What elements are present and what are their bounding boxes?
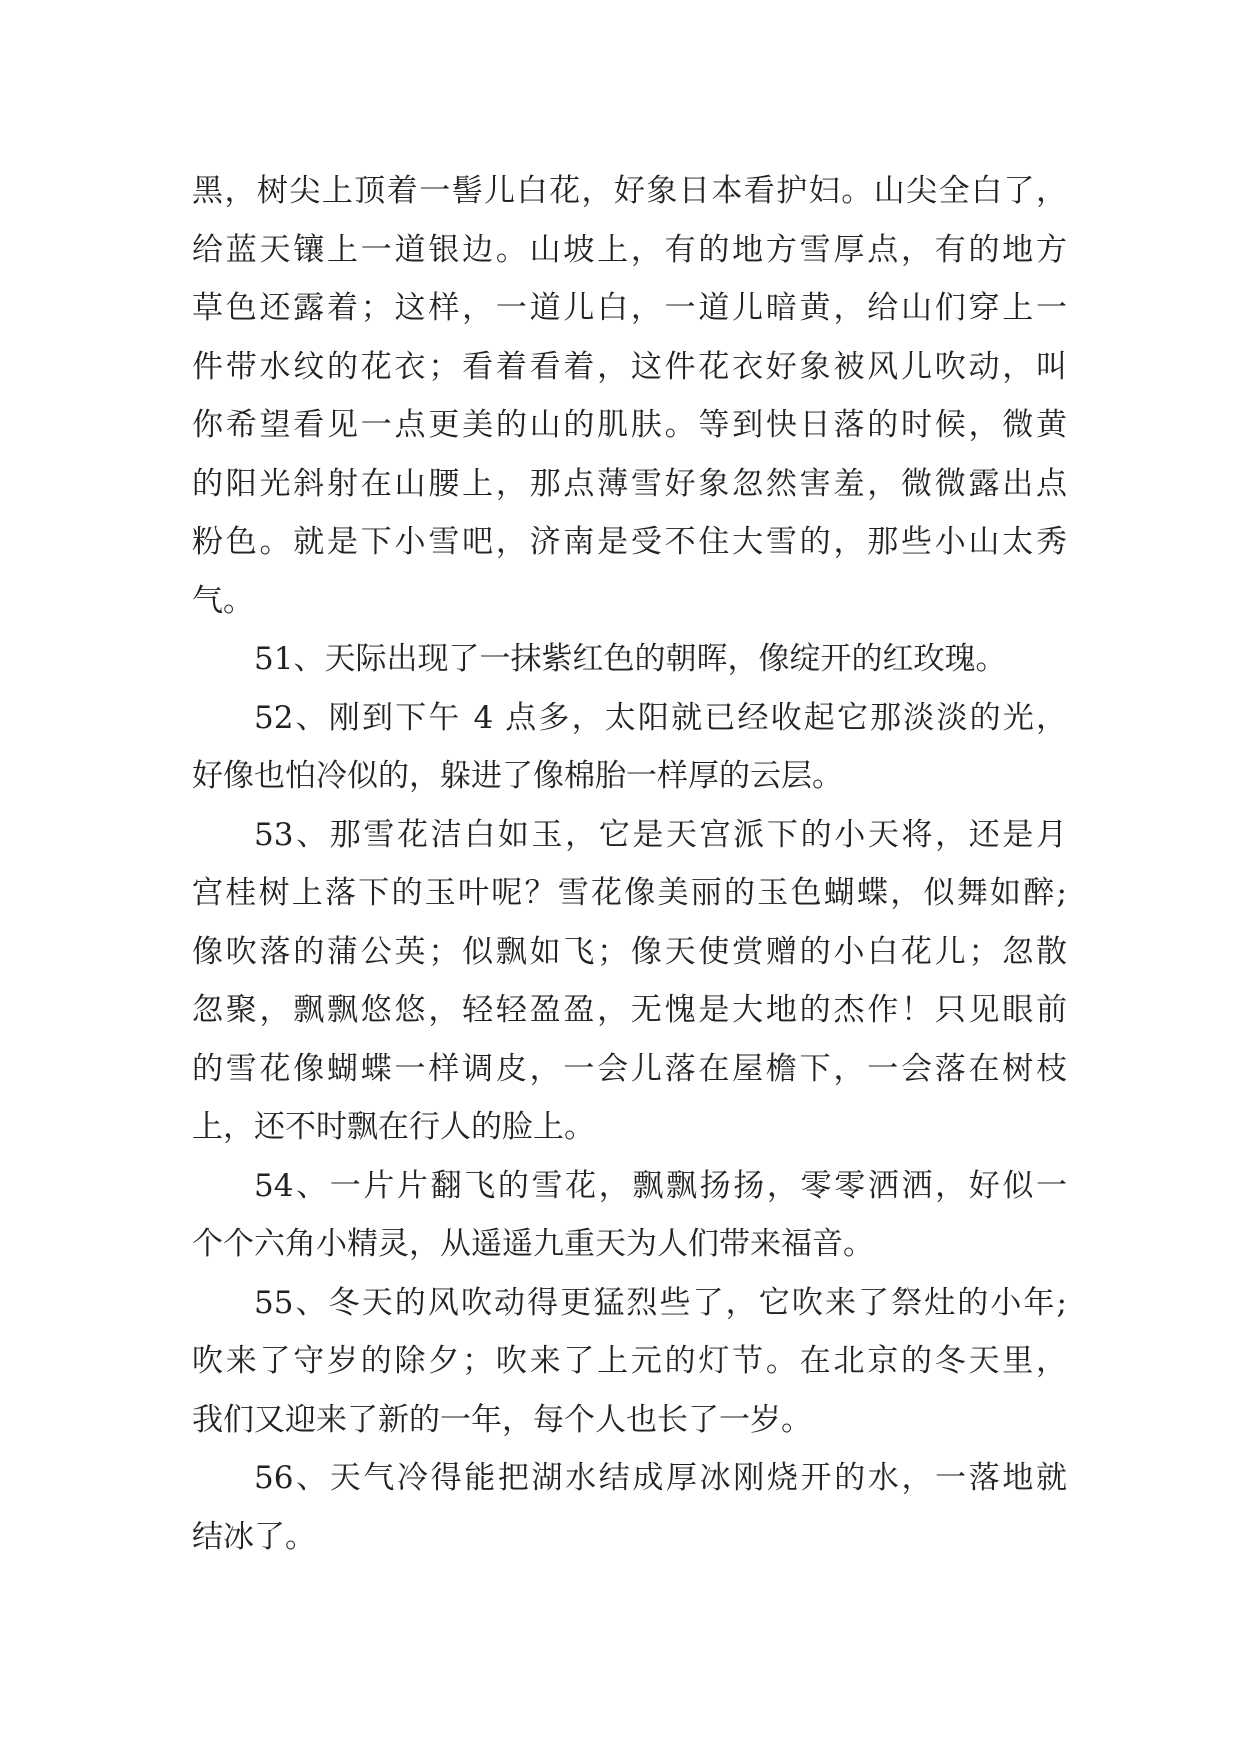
text-line: 像吹落的蒲公英；似飘如飞；像天使赏赠的小白花儿；忽散 [192, 933, 1067, 970]
text-line: 53、那雪花洁白如玉，它是天宫派下的小天将，还是月 [254, 816, 1067, 853]
text-line: 宫桂树上落下的玉叶呢？雪花像美丽的玉色蝴蝶，似舞如醉; [192, 875, 1067, 911]
text-line: 忽聚，飘飘悠悠，轻轻盈盈，无愧是大地的杰作！只见眼前 [192, 992, 1067, 1028]
paragraph-item-53 [192, 806, 1067, 1157]
text-line: 草色还露着；这样，一道儿白，一道儿暗黄，给山们穿上一 [192, 290, 1067, 326]
paragraph-item-51 [192, 630, 1067, 689]
text-line: 你希望看见一点更美的山的肌肤。等到快日落的时候，微黄 [192, 407, 1067, 443]
text-line: 55、冬天的风吹动得更猛烈些了，它吹来了祭灶的小年; [254, 1284, 1067, 1321]
paragraph-item-55 [192, 1274, 1067, 1450]
text-line: 好像也怕冷似的，躲进了像棉胎一样厚的云层。 [192, 758, 843, 794]
paragraph-item-56 [192, 1449, 1067, 1566]
text-line: 吹来了守岁的除夕；吹来了上元的灯节。在北京的冬天里， [192, 1343, 1067, 1379]
text-line: 给蓝天镶上一道银边。山坡上，有的地方雪厚点，有的地方 [192, 231, 1067, 268]
document-body [192, 162, 1067, 1566]
text-line: 上，还不时飘在行人的脸上。 [192, 1109, 595, 1145]
text-line: 黑，树尖上顶着一髻儿白花，好象日本看护妇。山尖全白了， [192, 173, 1067, 209]
text-line: 我们又迎来了新的一年，每个人也长了一岁。 [192, 1401, 812, 1438]
text-line: 56、天气冷得能把湖水结成厚冰刚烧开的水，一落地就 [254, 1460, 1067, 1496]
text-line: 51、天际出现了一抹紫红色的朝晖，像绽开的红玫瑰。 [254, 641, 1007, 677]
text-line: 粉色。就是下小雪吧，济南是受不住大雪的，那些小山太秀 [192, 524, 1067, 560]
text-line: 54、一片片翻飞的雪花，飘飘扬扬，零零洒洒，好似一 [254, 1167, 1067, 1204]
text-line: 气。 [192, 582, 254, 619]
text-line: 个个六角小精灵，从遥遥九重天为人们带来福音。 [192, 1226, 874, 1262]
text-line: 件带水纹的花衣；看着看着，这件花衣好象被风儿吹动，叫 [192, 348, 1067, 385]
paragraph-item-54 [192, 1157, 1067, 1274]
paragraph-item-52 [192, 689, 1067, 806]
text-line: 52、刚到下午 4 点多，太阳就已经收起它那淡淡的光， [254, 699, 1067, 736]
text-line: 结冰了。 [192, 1518, 316, 1555]
paragraph-continuation [192, 162, 1067, 630]
text-line: 的雪花像蝴蝶一样调皮，一会儿落在屋檐下，一会落在树枝 [192, 1050, 1067, 1087]
text-line: 的阳光斜射在山腰上，那点薄雪好象忽然害羞，微微露出点 [192, 465, 1067, 502]
